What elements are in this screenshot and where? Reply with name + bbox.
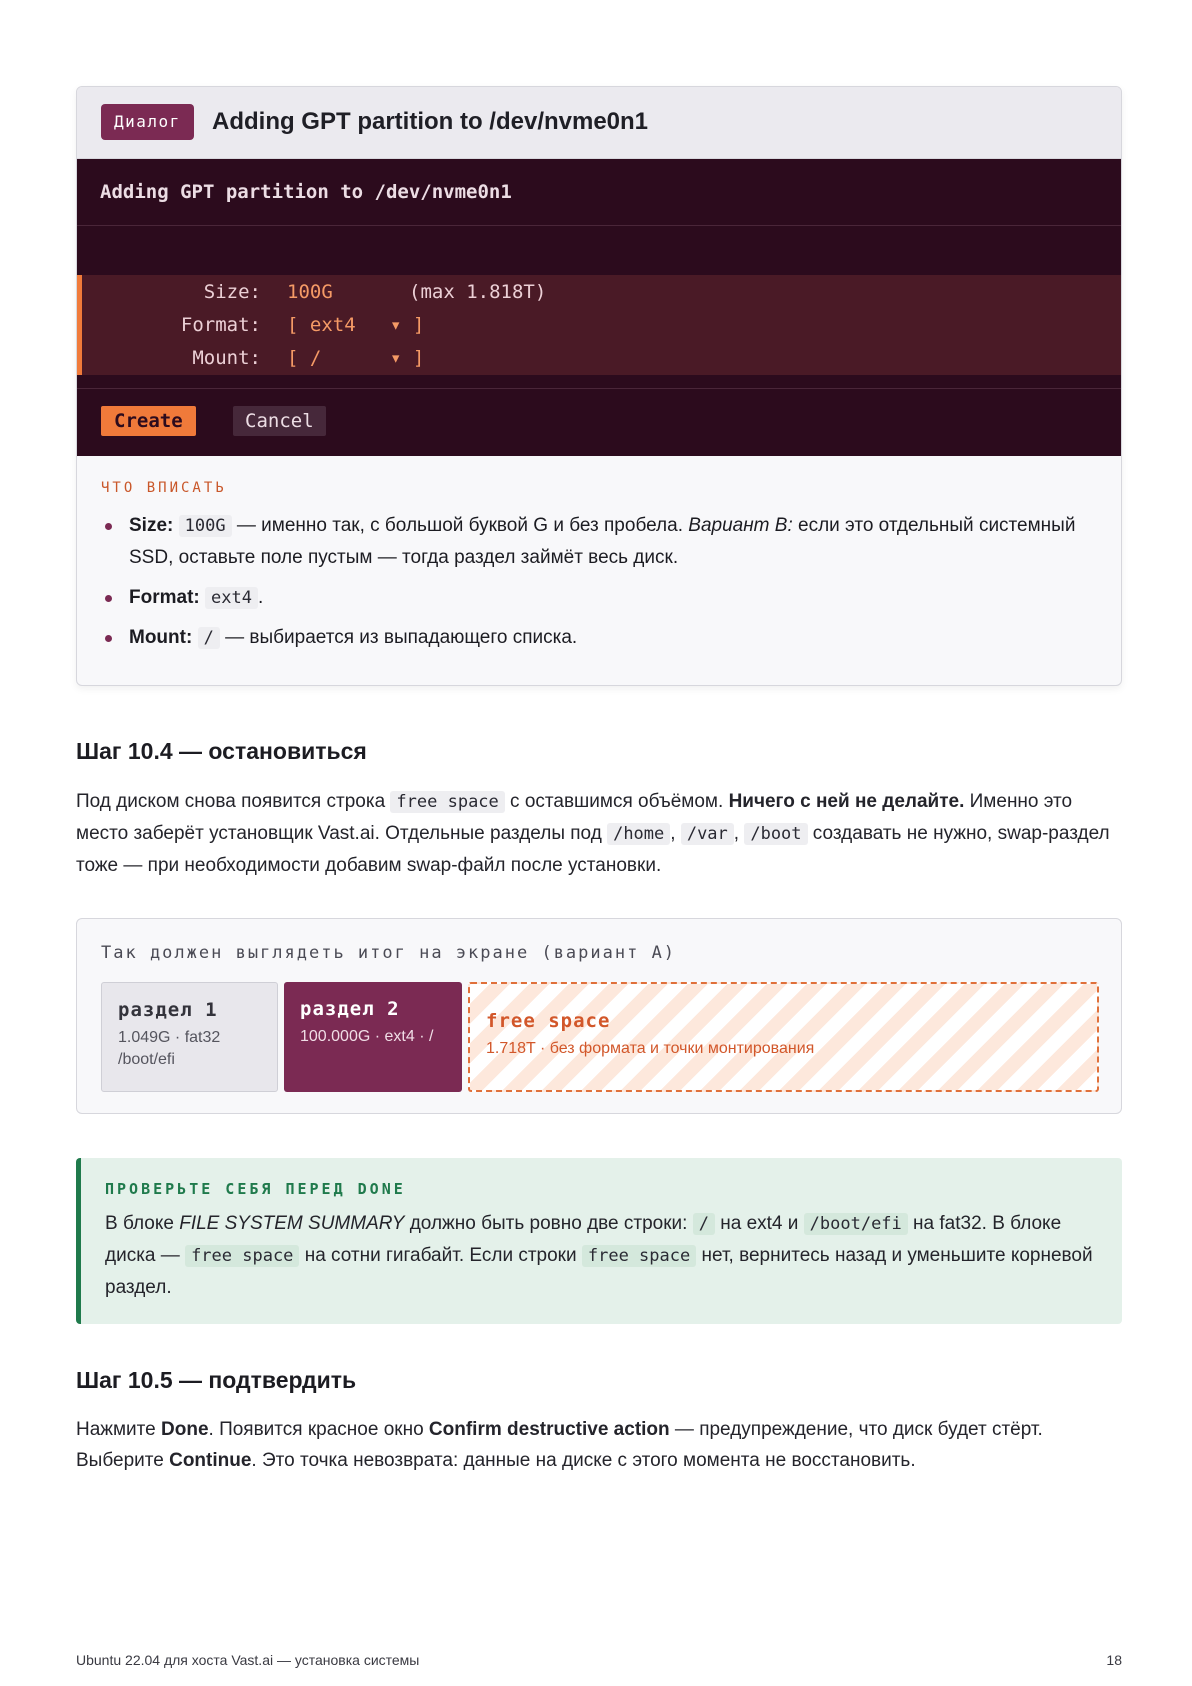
list-item-size <box>101 510 1097 574</box>
format-desc: . <box>257 587 264 608</box>
text: . Появится красное окно <box>208 1419 429 1440</box>
size-desc: — именно так, с большой буквой G и без пробела. <box>231 515 689 536</box>
mount-row[interactable] <box>82 342 1121 375</box>
partition-form <box>77 275 1121 375</box>
what-to-enter-list <box>101 510 1097 654</box>
text: на сотни гигабайт. Если строки <box>299 1245 582 1266</box>
dialog-card <box>76 86 1122 686</box>
italic-text: FILE SYSTEM SUMMARY <box>179 1213 405 1234</box>
text: Именно это место заберёт установщик Vast.ai. Отдельные разделы под <box>76 791 1073 844</box>
text: , <box>670 823 681 844</box>
step-10-5-paragraph <box>76 1414 1126 1476</box>
check-before-done-box <box>76 1158 1122 1324</box>
bold-text: Continue <box>169 1450 252 1471</box>
inline-code: / <box>693 1213 715 1235</box>
mount-select[interactable]: [ / ▾ ] <box>287 347 425 369</box>
cancel-button[interactable]: Cancel <box>233 406 326 436</box>
dialog-card-header <box>77 87 1121 159</box>
format-term: Format: <box>129 587 200 608</box>
inline-code: free space <box>582 1245 696 1267</box>
text: Нажмите <box>76 1419 162 1440</box>
step-10-5-heading: Шаг 10.5 — подтвердить <box>76 1367 357 1393</box>
partition-meta: 1.718T · без формата и точки монтирования <box>486 1040 815 1057</box>
dialog-card-title: Adding GPT partition to /dev/nvme0n1 <box>212 108 649 135</box>
inline-code: free space <box>185 1245 299 1267</box>
step-10-4-heading: Шаг 10.4 — остановиться <box>76 738 367 764</box>
free-space-block <box>468 982 1099 1092</box>
inline-code: /home <box>607 823 670 845</box>
mount-term: Mount: <box>129 627 193 648</box>
inline-code: free space <box>390 791 504 813</box>
size-desc-2: если это отдельный системный SSD, оставьте поле пустым — тогда раздел займёт весь диск. <box>129 515 1076 568</box>
mount-label: Mount: <box>192 347 261 369</box>
format-label: Format: <box>180 314 261 336</box>
partition-meta: 100.000G · ext4 · / <box>300 1028 434 1045</box>
variant-b: Вариант B: <box>688 515 793 536</box>
create-button[interactable]: Create <box>101 406 196 436</box>
text: Под диском снова появится строка <box>76 791 391 812</box>
text: нет, вернитесь назад и уменьшите корневой раздел. <box>105 1245 1093 1298</box>
text: , <box>733 823 745 844</box>
text: должно быть ровно две строки: <box>404 1213 693 1234</box>
size-max-note: (max 1.818T) <box>409 281 547 303</box>
page-number: 18 <box>1106 1652 1122 1668</box>
inline-code: /var <box>681 823 734 845</box>
list-item-mount <box>101 622 1097 654</box>
text: на ext4 и <box>714 1213 804 1234</box>
partition-name: раздел 1 <box>118 999 218 1021</box>
size-label: Size: <box>203 281 261 303</box>
inline-code: /boot <box>744 823 807 845</box>
partition-1 <box>101 982 278 1092</box>
screen-result-box <box>76 918 1122 1114</box>
step-10-4-paragraph <box>76 786 1126 881</box>
check-text <box>105 1208 1098 1303</box>
what-to-enter-kicker: ЧТО ВПИСАТЬ <box>101 480 227 496</box>
bold-text: Ничего с ней не делайте. <box>728 791 965 812</box>
text: . Это точка невозврата: данные на диске с этого момента не восстановить. <box>251 1450 916 1471</box>
inline-code: /boot/efi <box>804 1213 908 1235</box>
text: — предупреждение, что диск будет стёрт. Выберите <box>76 1419 1043 1471</box>
partition-2 <box>284 982 462 1092</box>
mount-desc: — выбирается из выпадающего списка. <box>219 627 578 648</box>
partition-meta: 1.049G · fat32 /boot/efi <box>118 1029 221 1068</box>
size-term: Size: <box>129 515 174 536</box>
text: на fat32. В блоке диска — <box>105 1213 1062 1266</box>
bold-text: Done <box>161 1419 209 1440</box>
list-item-format <box>101 582 1097 614</box>
what-to-enter <box>77 456 1121 654</box>
size-code: 100G <box>179 515 232 537</box>
check-kicker: ПРОВЕРЬТЕ СЕБЯ ПЕРЕД DONE <box>105 1180 406 1198</box>
partition-name: раздел 2 <box>300 998 400 1020</box>
mount-code: / <box>198 627 220 649</box>
terminal-actions <box>77 388 1121 457</box>
size-input[interactable]: 100G <box>287 281 333 303</box>
text: В блоке <box>105 1213 180 1234</box>
format-select[interactable]: [ ext4 ▾ ] <box>287 314 425 336</box>
terminal-title: Adding GPT partition to /dev/nvme0n1 <box>77 159 1121 226</box>
partition-name: free space <box>486 1010 611 1032</box>
format-row[interactable] <box>82 309 1121 342</box>
text: создавать не нужно, swap-раздел тоже — при необходимости добавим swap-файл после установки. <box>76 823 1110 876</box>
footer-doc-title: Ubuntu 22.04 для хоста Vast.ai — установка системы <box>76 1652 420 1668</box>
screen-result-caption: Так должен выглядеть итог на экране (вариант А) <box>101 943 677 963</box>
terminal-screen <box>77 159 1121 456</box>
format-code: ext4 <box>205 587 258 609</box>
dialog-tag: Диалог <box>101 104 194 140</box>
text: с оставшимся объёмом. <box>504 791 729 812</box>
bold-text: Confirm destructive action <box>428 1419 670 1440</box>
size-row[interactable] <box>82 276 1121 309</box>
